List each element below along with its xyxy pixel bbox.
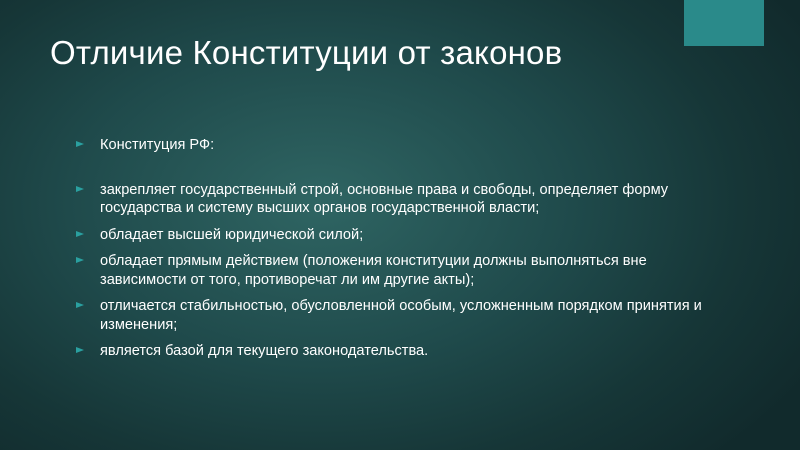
accent-bar — [684, 0, 764, 46]
bullet-item — [72, 136, 712, 155]
bullet-text: является базой для текущего законодательства. — [100, 343, 429, 359]
bullet-text: закрепляет государственный строй, основные права и свободы, определяет форму государства и систему высших органов государственной власти; — [100, 181, 669, 216]
bullet-item — [72, 226, 712, 245]
bullet-arrow-icon — [76, 186, 84, 192]
bullet-arrow-icon — [76, 257, 84, 263]
bullet-text: Конституция РФ: — [100, 137, 215, 153]
bullet-arrow-icon — [76, 231, 84, 237]
bullet-text: обладает прямым действием (положения конституции должны выполняться вне зависимости от того, противоречат ли им другие акты); — [100, 253, 647, 288]
bullet-item — [72, 252, 712, 289]
bullet-text: отличается стабильностью, обусловленной особым, усложненным порядком принятия и изменения; — [100, 298, 702, 333]
bullet-arrow-icon — [76, 302, 84, 308]
bullet-list — [72, 136, 712, 361]
bullet-text: обладает высшей юридической силой; — [100, 226, 364, 243]
bullet-item — [72, 342, 712, 361]
slide-title: Отличие Конституции от законов — [50, 34, 563, 71]
bullet-arrow-icon — [76, 141, 84, 147]
bullet-item — [72, 297, 712, 334]
bullet-item — [72, 181, 712, 218]
bullet-arrow-icon — [76, 347, 84, 353]
